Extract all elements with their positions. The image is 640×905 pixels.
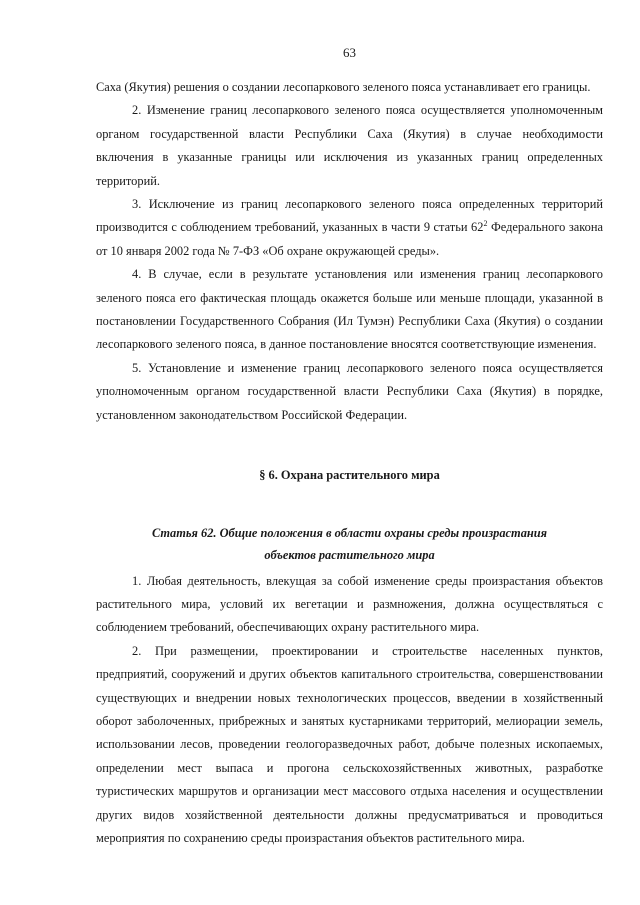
paragraph-3-text-after: Федерального закона от 10 января 2002 года № 7-ФЗ «Об охране окружающей среды». bbox=[96, 220, 603, 258]
paragraph-2: 2. Изменение границ лесопаркового зеленого пояса осуществляется уполномоченным органом государственной власти Республики Саха (Якутия) в случае необходимости включения в указанные границы или исключения из указанных границ определенных территорий. bbox=[96, 103, 603, 188]
article-title bbox=[96, 522, 603, 566]
paragraph-4: 4. В случае, если в результате установления или изменения границ лесопаркового зеленого пояса его фактическая площадь окажется больше или меньше площади, указанной в постановлении Государственного Собрания (Ил Тумэн) Республики Саха (Якутия) о создании лесопаркового зеленого пояса, в данное постановление вносятся соответствующие изменения. bbox=[96, 267, 603, 352]
article-title-line-1: Статья 62. Общие положения в области охраны среды произрастания bbox=[151, 525, 548, 540]
paragraph-5: 5. Установление и изменение границ лесопаркового зеленого пояса осуществляется уполномоченным органом государственной власти Республики Саха (Якутия) в порядке, установленном законодательством Российской Федерации. bbox=[96, 360, 603, 422]
paragraph-3 bbox=[96, 193, 603, 263]
section-title: § 6. Охрана растительного мира bbox=[259, 468, 440, 483]
paragraph-continuation: Саха (Якутия) решения о создании лесопаркового зеленого пояса устанавливает его границы. bbox=[96, 80, 591, 94]
article-title-line-2: объектов растительного мира bbox=[264, 547, 435, 562]
article-paragraph-2: 2. При размещении, проектировании и строительстве населенных пунктов, предприятий, сооружений и других объектов капитального строительства, совершенствовании существующих и внедрении новых технологических процессов, введении в хозяйственный оборот заболоченных, прибрежных и занятых кустарниками территорий, мелиорации земель, использовании лесов, проведении геологоразведочных работ, добыче полезных ископаемых, определении мест выпаса и прогона сельскохозяйственных животных, разработке туристических маршрутов и организации мест массового отдыха населения и осуществлении других видов хозяйственной деятельности должны предусматриваться и проводиться мероприятия по сохранению среды произрастания объектов растительного мира. bbox=[96, 643, 603, 845]
page-number: 63 bbox=[343, 45, 356, 60]
paragraph-3-text-before: 3. Исключение из границ лесопаркового зеленого пояса определенных территорий производится с соблюдением требований, указанных в части 9 статьи 62 bbox=[96, 197, 603, 235]
paragraph-3-superscript: 2 bbox=[483, 219, 488, 229]
article-paragraph-1: 1. Любая деятельность, влекущая за собой изменение среды произрастания объектов растительного мира, условий их вегетации и размножения, должна осуществляться с соблюдением требований, обеспечивающих охрану растительного мира. bbox=[96, 573, 603, 635]
